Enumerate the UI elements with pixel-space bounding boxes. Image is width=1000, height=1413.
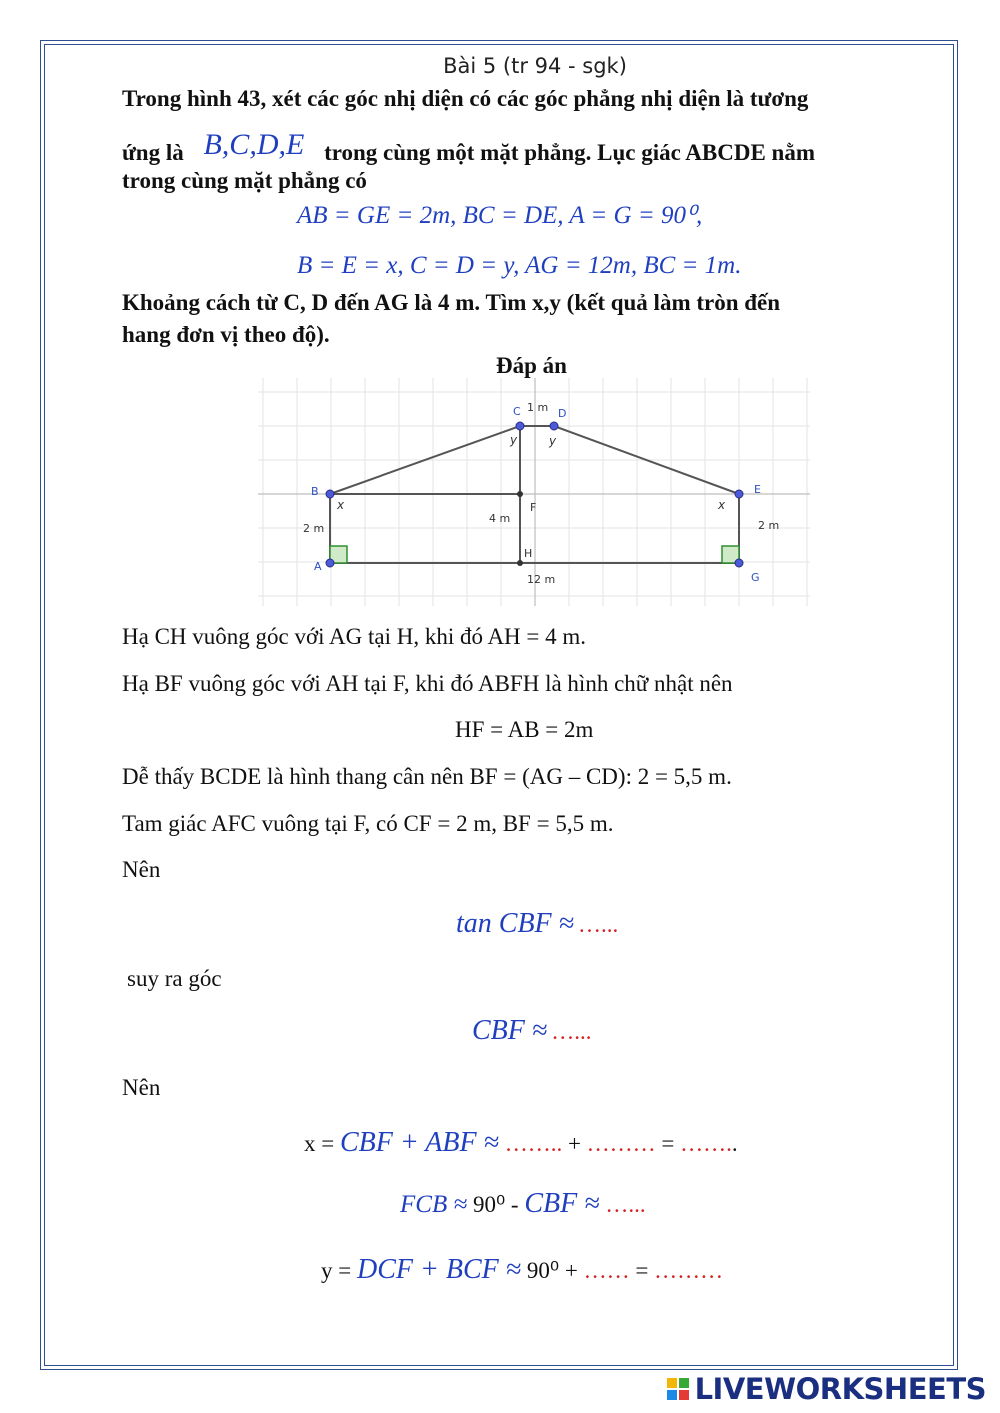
- point-g: [735, 559, 743, 567]
- point-d: [550, 422, 558, 430]
- point-h: [517, 560, 523, 566]
- solution-line-8: Nên: [122, 1075, 161, 1100]
- answer-blank-x-3[interactable]: …….: [680, 1131, 732, 1156]
- point-e: [735, 490, 743, 498]
- label-y-left: y: [510, 433, 518, 447]
- solution-line-4: Dễ thấy BCDE là hình thang cân nên BF = (AG – CD): 2 = 5,5 m.: [122, 764, 732, 789]
- equation-x: [304, 1127, 738, 1159]
- label-2m-right: 2 m: [758, 519, 780, 532]
- equation-tan: [456, 908, 618, 940]
- problem-line-2: [122, 128, 815, 168]
- equation-fcb-text: 90⁰ -: [472, 1192, 519, 1217]
- point-a: [326, 559, 334, 567]
- solution-line-3: HF = AB = 2m: [455, 717, 594, 742]
- answer-blank-fcb[interactable]: …...: [605, 1192, 646, 1217]
- label-4m: 4 m: [489, 512, 511, 525]
- equation-fcb-math: FCB ≈: [400, 1191, 468, 1218]
- equation-x-plus: +: [567, 1131, 581, 1156]
- label-12m: 12 m: [527, 573, 556, 586]
- label-f: F: [530, 501, 537, 514]
- answer-blank-x-2[interactable]: ………: [586, 1131, 656, 1156]
- label-x-right: x: [718, 498, 726, 512]
- problem-line-2-post: trong cùng một mặt phẳng. Lục giác ABCDE nằm: [324, 140, 815, 165]
- answer-blank-y-1[interactable]: ……: [583, 1258, 630, 1283]
- label-2m-left: 2 m: [303, 522, 325, 535]
- label-y-right: y: [549, 434, 557, 448]
- equation-tan-math: tan CBF ≈: [456, 908, 575, 939]
- angle-list-math: B,C,D,E: [203, 128, 305, 161]
- logo-text: LIVEWORKSHEETS: [694, 1372, 986, 1406]
- logo-icon: [667, 1378, 689, 1400]
- equation-fcb: [400, 1188, 646, 1220]
- point-c: [516, 422, 524, 430]
- label-g: G: [751, 571, 760, 584]
- answer-blank-y-2[interactable]: ………: [654, 1258, 724, 1283]
- problem-line-3: trong cùng mặt phẳng có: [122, 168, 367, 193]
- solution-line-1: Hạ CH vuông góc với AG tại H, khi đó AH = 4 m.: [122, 624, 587, 649]
- label-1m: 1 m: [527, 401, 549, 414]
- answer-blank-x-1[interactable]: ……..: [504, 1131, 563, 1156]
- label-c: C: [513, 405, 521, 418]
- solution-line-5: Tam giác AFC vuông tại F, có CF = 2 m, BF = 5,5 m.: [122, 811, 614, 836]
- equation-angle-math: CBF ≈: [472, 1015, 548, 1046]
- problem-line-1: Trong hình 43, xét các góc nhị diện có các góc phẳng nhị diện là tương: [122, 86, 809, 111]
- solution-line-2: Hạ BF vuông góc với AH tại F, khi đó ABFH là hình chữ nhật nên: [122, 671, 733, 696]
- exercise-title: Bài 5 (tr 94 - sgk): [443, 54, 627, 78]
- solution-line-7: suy ra góc: [127, 966, 222, 991]
- problem-line-2-pre: ứng là: [122, 140, 184, 165]
- equation-y-math: DCF + BCF ≈: [356, 1254, 522, 1285]
- solution-line-6: Nên: [122, 857, 161, 882]
- equation-fcb-math-2: CBF ≈: [524, 1188, 600, 1219]
- equation-y-pre: y =: [321, 1258, 352, 1283]
- equation-x-end: .: [731, 1131, 738, 1156]
- equation-x-math: CBF + ABF ≈: [339, 1127, 499, 1158]
- equation-angle: [472, 1015, 592, 1047]
- problem-line-4: Khoảng cách từ C, D đến AG là 4 m. Tìm x,y (kết quả làm tròn đến: [122, 290, 781, 315]
- equation-y: [321, 1254, 723, 1286]
- answer-blank-tan[interactable]: …...: [578, 912, 619, 937]
- equation-x-pre: x =: [304, 1131, 335, 1156]
- page-border-inner: [44, 44, 954, 1366]
- given-equation-1: AB = GE = 2m, BC = DE, A = G = 90⁰,: [297, 202, 703, 229]
- hexagon-figure: [258, 378, 810, 606]
- liveworksheets-logo: [667, 1372, 986, 1406]
- label-d: D: [558, 407, 567, 420]
- point-b: [326, 490, 334, 498]
- label-a: A: [314, 560, 322, 573]
- label-h: H: [524, 547, 533, 560]
- equation-y-text: 90⁰ +: [526, 1258, 578, 1283]
- given-equation-2: B = E = x, C = D = y, AG = 12m, BC = 1m.: [297, 252, 742, 279]
- label-x-left: x: [337, 498, 345, 512]
- problem-line-5: hang đơn vị theo độ).: [122, 322, 330, 347]
- answer-heading: Đáp án: [496, 353, 567, 378]
- label-e: E: [754, 483, 761, 496]
- point-f: [517, 491, 523, 497]
- label-b: B: [311, 485, 319, 498]
- equation-y-equals: =: [635, 1258, 649, 1283]
- answer-blank-angle[interactable]: …...: [551, 1019, 592, 1044]
- equation-x-equals: =: [661, 1131, 675, 1156]
